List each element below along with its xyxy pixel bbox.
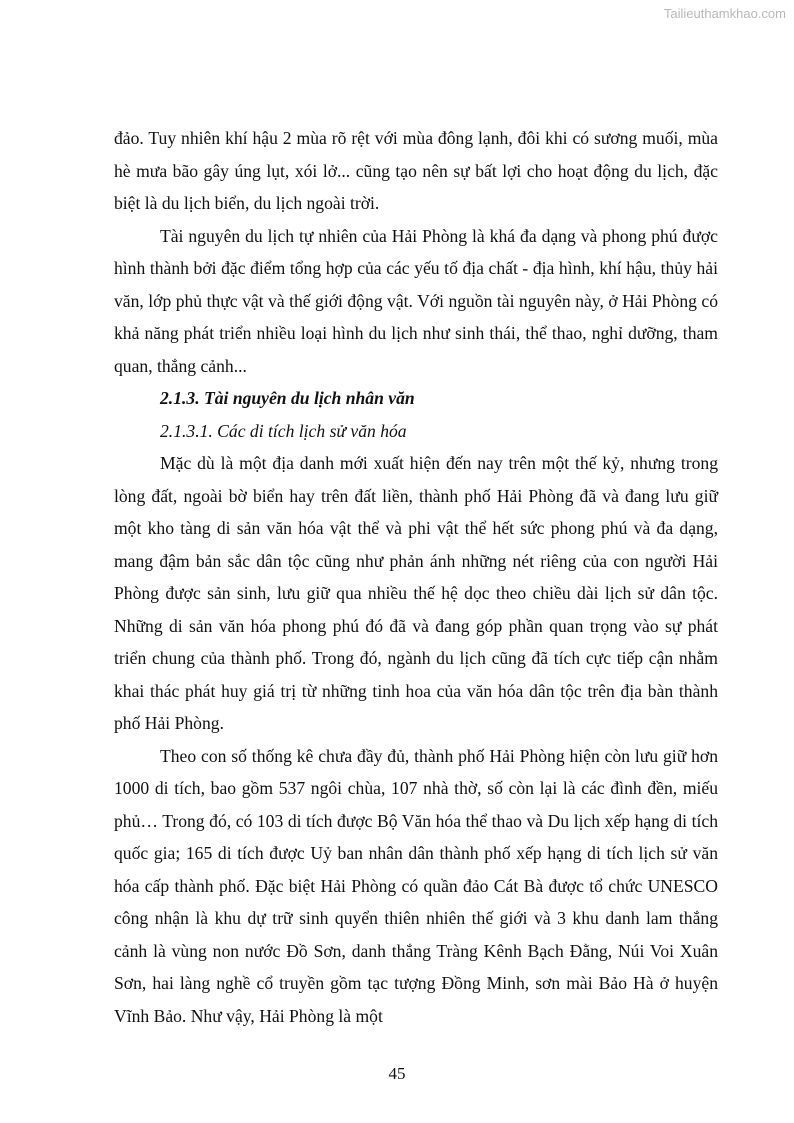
section-heading: 2.1.3. Tài nguyên du lịch nhân văn xyxy=(160,388,415,408)
paragraph-statistics: Theo con số thống kê chưa đầy đủ, thành phố Hải Phòng hiện còn lưu giữ hơn 1000 di tích, bao gồm 537 ngôi chùa, 107 nhà thờ, số còn lại là các đình đền, miếu phủ… Trong đó, có 103 di tích được Bộ Văn hóa thể thao và Du lịch xếp hạng di tích quốc gia; 165 di tích được Uỷ ban nhân dân thành phố xếp hạng di tích lịch sử văn hóa cấp thành phố. Đặc biệt Hải Phòng có quần đảo Cát Bà được tổ chức UNESCO công nhận là khu dự trữ sinh quyển thiên nhiên thế giới và 3 khu danh lam thắng cảnh là vùng non nước Đồ Sơn, danh thắng Tràng Kênh Bạch Đằng, Núi Voi Xuân Sơn, hai làng nghề cổ truyền gồm tạc tượng Đồng Minh, sơn mài Bảo Hà ở huyện Vĩnh Bảo. Như vậy, Hải Phòng là một xyxy=(114,745,718,1026)
paragraph-natural-resources: Tài nguyên du lịch tự nhiên của Hải Phòng là khá đa dạng và phong phú được hình thành bởi đặc điểm tổng hợp của các yếu tố địa chất - địa hình, khí hậu, thủy hải văn, lớp phủ thực vật và thế giới động vật. Với nguồn tài nguyên này, ở Hải Phòng có khả năng phát triển nhiều loại hình du lịch như sinh thái, thể thao, nghỉ dưỡng, tham quan, thắng cảnh... xyxy=(114,225,718,376)
watermark: Tailieuthamkhao.com xyxy=(663,6,786,21)
subsection-heading: 2.1.3.1. Các di tích lịch sử văn hóa xyxy=(160,420,407,441)
document-body xyxy=(114,122,718,1032)
page-number: 45 xyxy=(388,1064,406,1083)
paragraph-continuation: đảo. Tuy nhiên khí hậu 2 mùa rõ rệt với mùa đông lạnh, đôi khi có sương muối, mùa hè mưa bão gây úng lụt, xói lở... cũng tạo nên sự bất lợi cho hoạt động du lịch, đặc biệt là du lịch biển, du lịch ngoài trời. xyxy=(114,128,718,213)
paragraph-cultural-heritage: Mặc dù là một địa danh mới xuất hiện đến nay trên một thế kỷ, nhưng trong lòng đất, ngoài bờ biển hay trên đất liền, thành phố Hải Phòng đã và đang lưu giữ một kho tàng di sản văn hóa vật thể và phi vật thể hết sức phong phú và đa dạng, mang đậm bản sắc dân tộc cũng như phản ánh những nét riêng của con người Hải Phòng được sản sinh, lưu giữ qua nhiều thế hệ dọc theo chiều dài lịch sử dân tộc. Những di sản văn hóa phong phú đó đã và đang góp phần quan trọng vào sự phát triển chung của thành phố. Trong đó, ngành du lịch cũng đã tích cực tiếp cận nhằm khai thác phát huy giá trị từ những tinh hoa của văn hóa dân tộc trên địa bàn thành phố Hải Phòng. xyxy=(114,453,718,733)
